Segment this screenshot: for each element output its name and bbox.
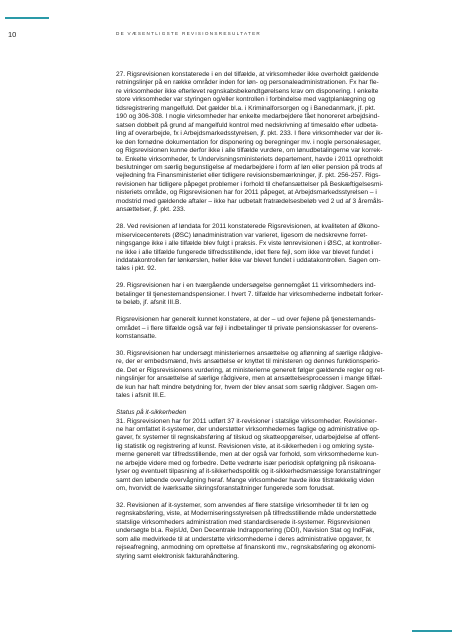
paragraph-line: de. Det er Rigsrevisionens vurdering, at ministerierne generelt følger gældende regler og ret- bbox=[116, 366, 385, 374]
paragraph-line: vejledning fra Finansministeriet eller tidligere revisionsbemærkninger, jf. pkt. 256-257. Rigs- bbox=[116, 172, 381, 180]
paragraph bbox=[116, 316, 379, 341]
paragraph-line: undersøgte bl.a. RejsUd, Den Decentrale Indrapportering (DDI), Navision Stat og IndFak, bbox=[116, 527, 375, 535]
paragraph-line: 27. Rigsrevisionen konstaterede i en del tilfælde, at virksomheder ikke overholdt gældende bbox=[116, 71, 379, 78]
paragraph-line: revisionen har tidligere påpeget problemer i forhold til chefansættelser på Beskæftigelsesmi- bbox=[116, 180, 384, 188]
paragraph-line: lig statistik og registrering af kunst. Revisionen viste, at it-sikkerheden i og omkring syste- bbox=[116, 442, 375, 450]
paragraph bbox=[116, 282, 384, 307]
paragraph-line: nisteriets område, og Rigsrevisionen har for 2011 påpeget, at Arbejdsmarkedsstyrelsen – i bbox=[116, 189, 377, 197]
paragraph-line: som alle medvirkede til at understøtte virksomhederne i deres administrative opgaver, fx bbox=[116, 535, 371, 543]
paragraph-line: ling af overarbejde, fx i Arbejdsmarkedsstyrelsen, jf. pkt. 233. I flere virksomheder var der ik- bbox=[116, 130, 383, 138]
paragraph-line: retningslinjer på en række områder inden for løn- og personaleadministrationen. Fx har fle- bbox=[116, 79, 379, 87]
page-number: 10 bbox=[8, 30, 17, 39]
paragraph-line: området – i flere tilfælde også var fejl i indbetalinger til private pensionskasser for overens- bbox=[116, 324, 379, 332]
paragraph-line: tales i pkt. 92. bbox=[116, 265, 157, 273]
paragraph-line: 32. Revisionen af it-systemer, som anvendes af flere statslige virksomheder til fx løn og bbox=[116, 502, 369, 510]
paragraph-line: satsen dobbelt på grund af mangelfuld kontrol med nedskrivning af timesaldo efter udbeta- bbox=[116, 121, 379, 129]
footer-accent-rule bbox=[412, 630, 452, 632]
paragraph-line: styring samt elektronisk fakturahåndtering. bbox=[116, 552, 239, 560]
paragraph-line: tidsregistrering mangelfuld. Det gælder bl.a. i Kriminalforsorgen og i Banedanmark, jf. pkt. bbox=[116, 104, 376, 112]
paragraph-line: samt den løbende overvågning heraf. Mange virksomheder havde ikke tilstrækkelig viden bbox=[116, 476, 375, 484]
paragraph-line: inddatakontrollen før lønkørslen, heller ikke var blevet fundet i uddatakontrollen. Sagen om- bbox=[116, 256, 381, 264]
document-body bbox=[116, 71, 385, 570]
paragraph-line: 31. Rigsrevisionen har for 2011 udført 37 it-revisioner i statslige virksomheder. Revisioner- bbox=[116, 417, 377, 425]
paragraph-line: betalinger til tjenestemandspensioner. I hvert 7. tilfælde har virksomhederne indbetalt forker- bbox=[116, 290, 384, 298]
paragraph-line: de kun har haft mindre betydning for, hvem der blev ansat som særlig rådgiver. Sagen om- bbox=[116, 383, 379, 391]
paragraph-line: te beløb, jf. afsnit III.B. bbox=[116, 299, 182, 307]
paragraph-line: og Rigsrevisionen kunne derfor ikke i alle tilfælde vurdere, om lønudbetalingerne var korrek- bbox=[116, 147, 383, 155]
paragraph-line: ne arbejde videre med og forbedre. Dette vedrørte især periodisk opfølgning på risikoana- bbox=[116, 459, 377, 467]
paragraph-line: 28. Ved revisionen af løndata for 2011 konstaterede Rigsrevisionen, at kvaliteten af Økono- bbox=[116, 223, 380, 231]
paragraph-line: re, der er embedsmænd, hvis ansættelse er knyttet til ministeren og dennes funktionsperio- bbox=[116, 358, 380, 366]
paragraph-line: ningslinjer for ansættelse af særlige rådgivere, men at ansættelsesprocessen i mange tilfæl- bbox=[116, 375, 383, 383]
paragraph bbox=[116, 409, 381, 494]
paragraph bbox=[116, 502, 377, 561]
running-header: DE VÆSENTLIGSTE REVISIONSRESULTATER bbox=[116, 31, 262, 36]
paragraph-line: lyser og eventuelt tilpasning af it-sikkerhedspolitik og it-sikkerhedsmæssige foranstaltninger bbox=[116, 468, 381, 476]
paragraph-line: statslige virksomheders administration med standardiserede it-systemer. Rigsrevisionen bbox=[116, 518, 371, 526]
section-subheading: Status på it-sikkerheden bbox=[116, 409, 187, 417]
paragraph-line: 29. Rigsrevisionen har i en tværgående undersøgelse gennemgået 11 virksomheders ind- bbox=[116, 282, 376, 290]
header-accent-rule bbox=[5, 17, 49, 19]
paragraph-line: gaver, fx systemer til regnskabsføring af tilskud og skatteopgørelser, udarbejdelse af offent- bbox=[116, 434, 381, 442]
paragraph-line: ne ikke i alle tilfælde fungerede tilfredsstillende, idet flere fejl, som ikke var blevet fundet i bbox=[116, 248, 374, 256]
paragraph-line: om, hvorvidt de iværksatte sikringsforanstaltninger fungerede som forudsat. bbox=[116, 485, 335, 493]
paragraph-line: beslutninger om særlig begunstigelse af medarbejdere i form af løn eller pension på trods af bbox=[116, 163, 383, 171]
paragraph bbox=[116, 223, 382, 274]
paragraph-line: 30. Rigsrevisionen har undersøgt ministeriernes ansættelse og aflønning af særlige rådgive- bbox=[116, 349, 383, 357]
paragraph-line: store virksomheder var styringen og/eller kontrollen i forbindelse med vagtplanlægning og bbox=[116, 96, 376, 104]
paragraph-line: ningsgange ikke i alle tilfælde blev fulgt i praksis. Fx viste lønrevisionen i ØSC, at kontroller- bbox=[116, 240, 382, 248]
paragraph-line: ke den fornødne dokumentation for disponering og beregninger mv. i nogle personalesager, bbox=[116, 138, 381, 146]
paragraph-line: modstrid med gældende aftaler – ikke har udbetalt fratrædelsesbeløb ved 2 ud af 3 åremåls- bbox=[116, 197, 384, 205]
paragraph-line: rejseafregning, anmodning om oprettelse af finanskonti mv., regnskabsføring og økonomi- bbox=[116, 544, 377, 552]
paragraph-line: 190 og 306-308. I nogle virksomheder har enkelte medarbejdere fået honoreret arbejdsind- bbox=[116, 113, 380, 121]
paragraph bbox=[116, 71, 384, 215]
paragraph-line: re virksomheder ikke efterlevet regnskabsbekendtgørelsens krav om disponering. I enkelte bbox=[116, 87, 379, 95]
paragraph-line: komstansatte. bbox=[116, 333, 157, 340]
paragraph-line: regnskabsføring, viste, at Moderniseringsstyrelsen på tilfredsstillende måde understøttede bbox=[116, 510, 377, 518]
paragraph bbox=[116, 349, 385, 401]
paragraph-line: ansættelser, jf. pkt. 233. bbox=[116, 206, 186, 214]
paragraph-line: miservicecenterets (ØSC) lønadministration var varieret, ligesom de nedskrevne forret- bbox=[116, 231, 368, 239]
paragraph-line: te. Enkelte virksomheder, fx Undervisningsministeriets departement, havde i 2011 opretholdt bbox=[116, 155, 383, 163]
paragraph-line: tales i afsnit III.E. bbox=[116, 392, 166, 400]
paragraph-line: ne har omfattet it-systemer, der understøtter virksomhedernes faglige og administrative op- bbox=[116, 425, 380, 433]
paragraph-line: merne generelt var tilfredsstillende, men at der også var forhold, som virksomhederne kun- bbox=[116, 451, 379, 459]
paragraph-line: Rigsrevisionen har generelt kunnet konstatere, at der – ud over fejlene på tjenestemands- bbox=[116, 316, 376, 324]
